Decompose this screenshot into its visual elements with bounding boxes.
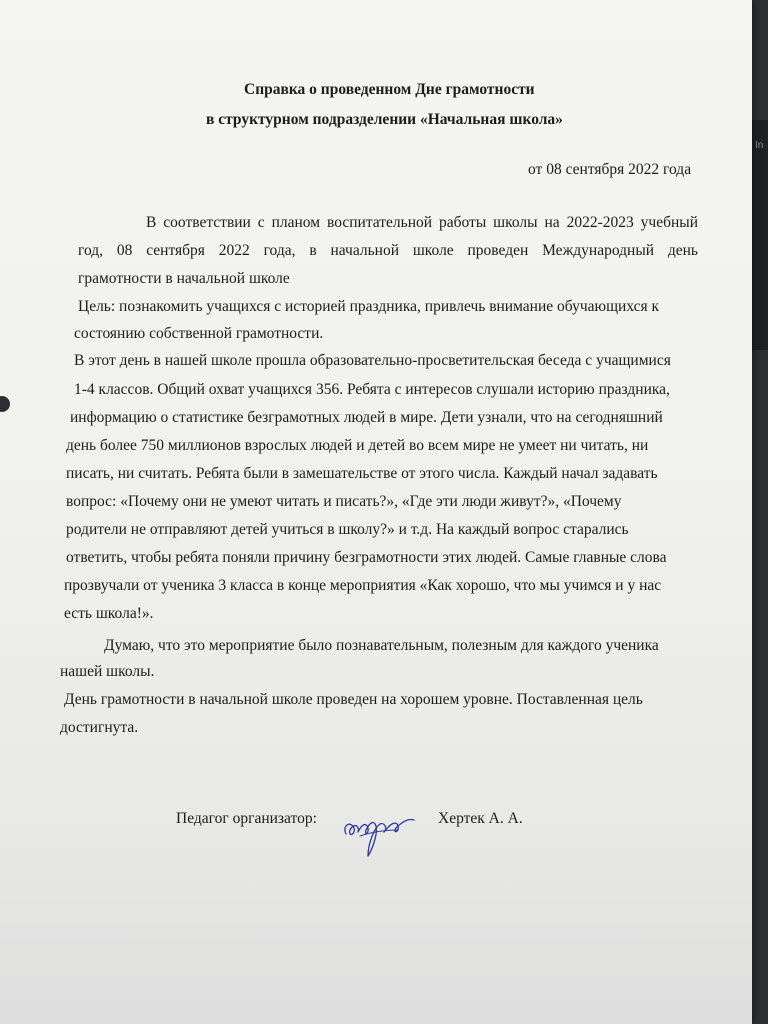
paragraph-1-line-2: год, 08 сентября 2022 года, в начальной школе проведен Международный день bbox=[78, 242, 698, 259]
background-edge-text: In bbox=[755, 140, 764, 151]
goal-line-1: Цель: познакомить учащихся с историей праздника, привлечь внимание обучающихся к bbox=[78, 298, 660, 315]
handwritten-signature bbox=[338, 800, 418, 860]
signature-label: Педагог организатор: bbox=[176, 810, 317, 827]
paragraph-2-line-5: писать, ни считать. Ребята были в замешательстве от этого числа. Каждый начал задавать bbox=[66, 465, 658, 482]
paragraph-2-line-6: вопрос: «Почему они не умеют читать и писать?», «Где эти люди живут?», «Почему bbox=[66, 493, 622, 510]
punch-hole bbox=[0, 396, 10, 412]
paragraph-2-line-9: прозвучали от ученика 3 класса в конце мероприятия «Как хорошо, что мы учимся и у нас bbox=[64, 577, 662, 594]
paragraph-4-line-2: достигнута. bbox=[60, 719, 139, 736]
paragraph-2-line-1: В этот день в нашей школе прошла образовательно-просветительская беседа с учащимися bbox=[74, 352, 671, 369]
paragraph-2-line-10: есть школа!». bbox=[64, 605, 154, 622]
paragraph-2-line-3: информацию о статистике безграмотных людей в мире. Дети узнали, что на сегодняшний bbox=[70, 409, 663, 426]
paragraph-2-line-7: родители не отправляют детей учиться в школу?» и т.д. На каждый вопрос старались bbox=[66, 521, 629, 538]
paragraph-3-line-1: Думаю, что это мероприятие было познавательным, полезным для каждого ученика bbox=[104, 637, 659, 654]
paragraph-1-line-3: грамотности в начальной школе bbox=[78, 270, 290, 287]
paragraph-4-line-1: День грамотности в начальной школе проведен на хорошем уровне. Поставленная цель bbox=[64, 691, 643, 708]
signature-name: Хертек А. А. bbox=[438, 810, 523, 827]
paragraph-3-line-2: нашей школы. bbox=[60, 663, 155, 680]
goal-line-2: состоянию собственной грамотности. bbox=[74, 325, 324, 342]
document-title-line-2: в структурном подразделении «Начальная школа» bbox=[206, 111, 563, 128]
paragraph-2-line-4: день более 750 миллионов взрослых людей и детей во всем мире не умеет ни читать, ни bbox=[66, 437, 649, 454]
document-date: от 08 сентября 2022 года bbox=[528, 161, 692, 178]
document-title-line-1: Справка о проведенном Дне грамотности bbox=[244, 81, 535, 98]
desk-background bbox=[752, 120, 768, 350]
paragraph-2-line-8: ответить, чтобы ребята поняли причину безграмотности этих людей. Самые главные слова bbox=[66, 549, 667, 566]
paragraph-2-line-2: 1-4 классов. Общий охват учащихся 356. Ребята с интересов слушали историю праздника, bbox=[74, 381, 670, 398]
paragraph-1-line-1: В соответствии с планом воспитательной работы школы на 2022-2023 учебный bbox=[146, 214, 698, 231]
